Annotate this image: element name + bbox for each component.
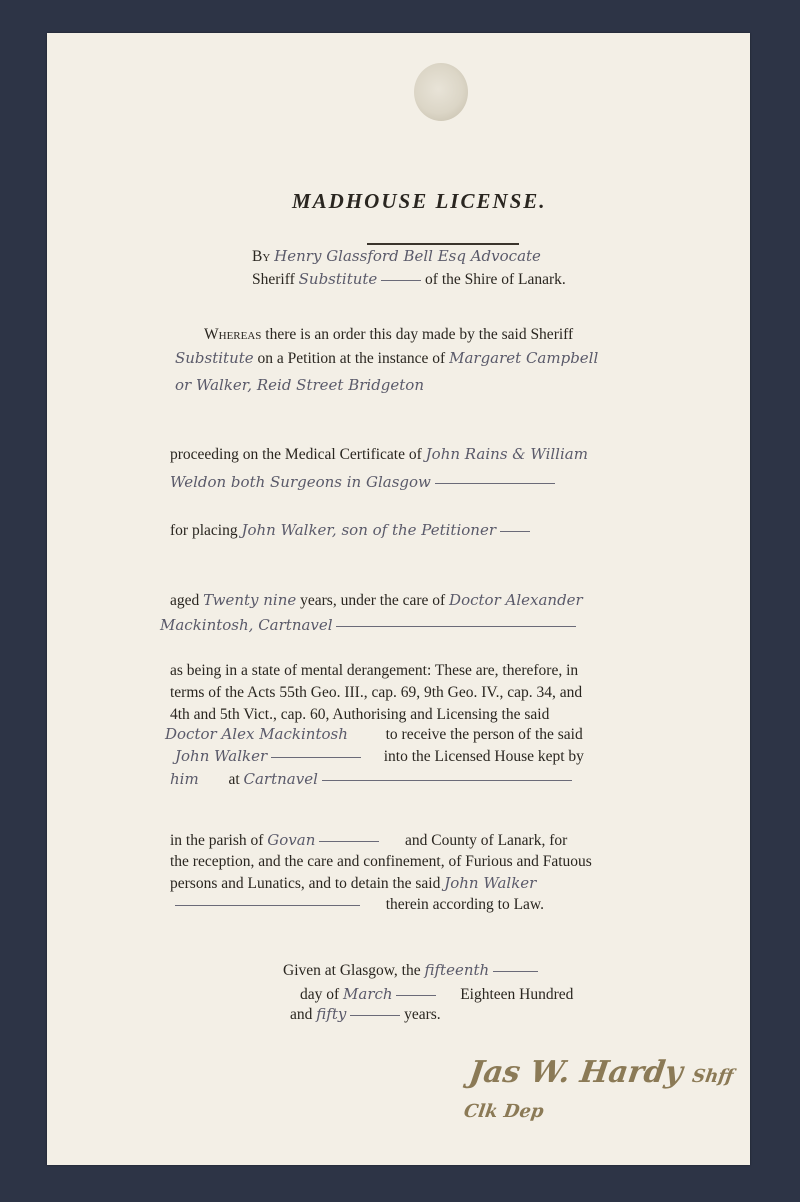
given-text: Given at Glasgow, the bbox=[283, 962, 421, 979]
detain-text: persons and Lunatics, and to detain the said bbox=[170, 875, 441, 892]
shire-text: of the Shire of Lanark. bbox=[425, 271, 566, 288]
given-line-2 bbox=[300, 985, 573, 1004]
sheriff-line bbox=[252, 270, 566, 289]
patient-age: Twenty nine bbox=[203, 591, 297, 609]
dash bbox=[322, 780, 572, 781]
dash bbox=[319, 841, 379, 842]
dash bbox=[500, 531, 530, 532]
medical-text: proceeding on the Medical Certificate of bbox=[170, 446, 422, 463]
whereas-lead: Whereas bbox=[204, 326, 262, 343]
years-text: years. bbox=[404, 1006, 441, 1023]
sheriff-type: Substitute bbox=[298, 270, 378, 288]
house-place: Cartnavel bbox=[243, 770, 318, 788]
licensee-name: Doctor Alex Mackintosh bbox=[165, 725, 348, 743]
house-line bbox=[175, 747, 584, 766]
given-line-3 bbox=[290, 1005, 441, 1024]
dash bbox=[350, 1015, 400, 1016]
receive-text: to receive the person of the said bbox=[385, 726, 583, 743]
house-text: into the Licensed House kept by bbox=[383, 748, 584, 765]
him-text: him bbox=[170, 770, 199, 788]
dash bbox=[396, 995, 436, 996]
sheriff-name: Henry Glassford Bell Esq Advocate bbox=[274, 247, 541, 265]
parish-line-3 bbox=[170, 874, 536, 893]
patient-name-2: John Walker bbox=[175, 747, 268, 765]
patient-name: John Walker, son of the Petitioner bbox=[241, 521, 496, 539]
parish-line-4 bbox=[175, 896, 544, 914]
place-line bbox=[170, 770, 572, 789]
doctors-line bbox=[170, 473, 555, 492]
petitioner-address-line bbox=[175, 376, 424, 395]
placing-line bbox=[170, 521, 530, 540]
and-text: and bbox=[290, 1006, 313, 1023]
signature-name: Jas W. Hardy bbox=[467, 1055, 685, 1090]
dash bbox=[175, 905, 360, 906]
given-day: fifteenth bbox=[424, 961, 490, 979]
whereas-text: there is an order this day made by the said Sheriff bbox=[265, 326, 574, 343]
substitute-hand: Substitute bbox=[175, 349, 254, 367]
medical-line bbox=[170, 445, 588, 464]
signature bbox=[462, 1055, 755, 1125]
dash bbox=[271, 757, 361, 758]
given-month: March bbox=[343, 985, 393, 1003]
petition-line bbox=[175, 349, 598, 368]
aged-line bbox=[170, 591, 583, 610]
licensee-line bbox=[165, 725, 583, 744]
patient-name-3: John Walker bbox=[444, 874, 537, 892]
aged-label: aged bbox=[170, 592, 200, 609]
document-title: MADHOUSE LICENSE. bbox=[292, 189, 547, 213]
petitioner-name: Margaret Campbell bbox=[449, 349, 599, 367]
dash bbox=[381, 280, 421, 281]
parish-name: Govan bbox=[267, 831, 316, 849]
eighteen-text: Eighteen Hundred bbox=[460, 986, 574, 1003]
law-text: therein according to Law. bbox=[385, 896, 544, 913]
dash bbox=[336, 626, 576, 627]
carer-name-2: Mackintosh, Cartnavel bbox=[160, 616, 333, 634]
title-rule bbox=[367, 243, 519, 245]
license-sheet bbox=[47, 33, 750, 1165]
county-text: and County of Lanark, for bbox=[405, 832, 568, 849]
parish-line bbox=[170, 831, 567, 850]
at-text: at bbox=[228, 771, 240, 788]
parish-text: in the parish of bbox=[170, 832, 264, 849]
body-line-1: as being in a state of mental derangement: These are, therefore, in bbox=[170, 662, 579, 679]
aged-text: years, under the care of bbox=[300, 592, 446, 609]
day-of-text: day of bbox=[300, 986, 340, 1003]
carer-name: Doctor Alexander bbox=[449, 591, 583, 609]
placing-text: for placing bbox=[170, 522, 238, 539]
petition-text: on a Petition at the instance of bbox=[257, 350, 446, 367]
given-year: fifty bbox=[316, 1005, 347, 1023]
dash bbox=[435, 483, 555, 484]
parish-line-2: the reception, and the care and confinement, of Furious and Fatuous bbox=[170, 853, 592, 870]
given-line-1 bbox=[283, 961, 538, 980]
petitioner-address: or Walker, Reid Street Bridgeton bbox=[175, 376, 425, 394]
by-line bbox=[252, 247, 541, 266]
dash bbox=[493, 971, 538, 972]
sheriff-label: Sheriff bbox=[252, 271, 295, 288]
signature-suffix: Shff Clk Dep bbox=[462, 1066, 735, 1122]
body-line-2: terms of the Acts 55th Geo. III., cap. 69, 9th Geo. IV., cap. 34, and bbox=[170, 684, 583, 701]
whereas-line bbox=[204, 326, 573, 344]
carer-line bbox=[160, 616, 576, 635]
by-label: By bbox=[252, 248, 271, 265]
wax-seal bbox=[414, 63, 468, 121]
doctors-names: John Rains & William bbox=[425, 445, 588, 463]
body-line-3: 4th and 5th Vict., cap. 60, Authorising and Licensing the said bbox=[170, 706, 550, 723]
doctors-names-2: Weldon both Surgeons in Glasgow bbox=[170, 473, 431, 491]
